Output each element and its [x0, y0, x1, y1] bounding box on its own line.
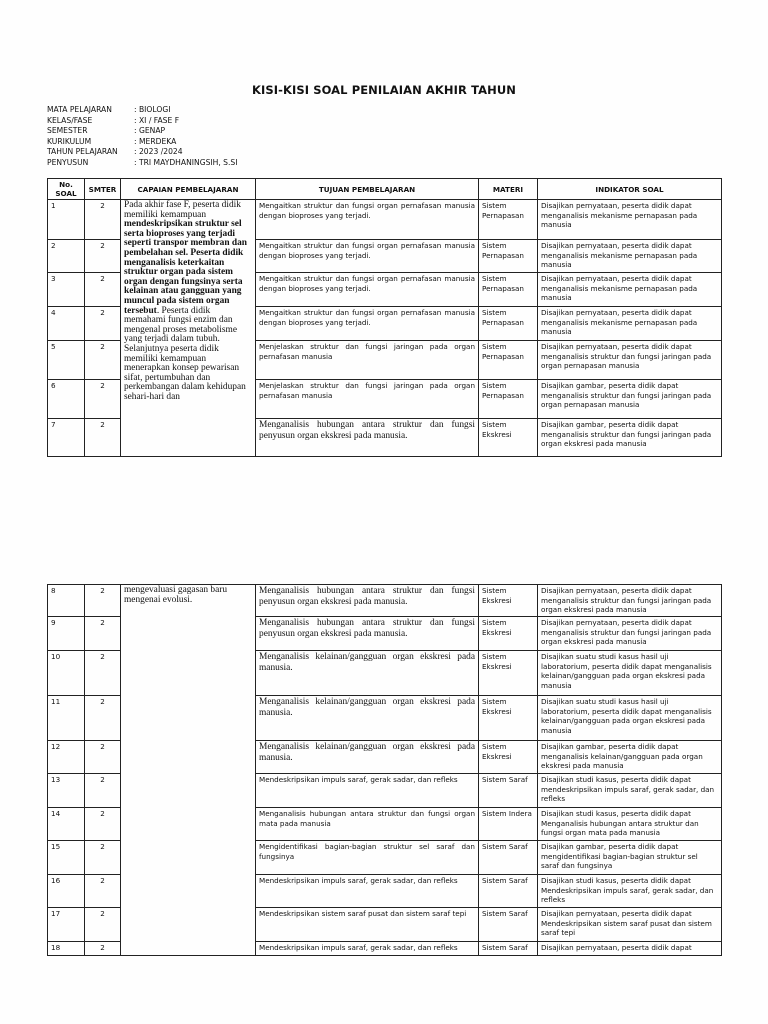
- meta-value: : TRI MAYDHANINGSIH, S.SI: [134, 157, 238, 167]
- cell-materi: Sistem Pernapasan: [479, 200, 538, 240]
- cell-materi: Sistem Saraf: [479, 875, 538, 908]
- meta-row: [47, 147, 237, 158]
- cell-tujuan-pembelajaran: Mendeskripsikan impuls saraf, gerak sadar, dan refleks: [256, 942, 479, 956]
- cp-text-continued: mengevaluasi gagasan baru mengenai evolusi.: [124, 585, 228, 605]
- cell-materi: Sistem Saraf: [479, 942, 538, 956]
- meta-row: [47, 126, 237, 137]
- cell-indikator-soal: Disajikan suatu studi kasus hasil uji laboratorium, peserta didik dapat menganalisis kelainan/gangguan pada organ ekskresi pada manusia: [538, 651, 722, 696]
- cell-tujuan-pembelajaran: Mengaitkan struktur dan fungsi organ pernafasan manusia dengan bioproses yang terjadi.: [256, 273, 479, 307]
- cell-smter: 2: [85, 200, 121, 240]
- cell-no-soal: 18: [48, 942, 85, 956]
- cell-smter: 2: [85, 942, 121, 956]
- meta-key: SEMESTER: [47, 126, 88, 136]
- cell-no-soal: 6: [48, 380, 85, 419]
- meta-key: PENYUSUN: [47, 157, 89, 167]
- cell-indikator-soal: Disajikan studi kasus, peserta didik dapat mendeskripsikan impuls saraf, gerak sadar, dan refleks: [538, 774, 722, 808]
- cell-smter: 2: [85, 380, 121, 419]
- meta-row: [47, 137, 237, 148]
- cell-no-soal: 7: [48, 419, 85, 457]
- cp-text-rest: . Peserta didik memahami fungsi enzim dan mengenal proses metabolisme yang terjadi dalam tubuh. Selanjutnya peserta didik memiliki kemampuan menerapkan konsep pewarisan sifat, pertumbuhan dan perkembangan dalam kehidupan sehari-hari dan: [124, 305, 246, 402]
- cell-no-soal: 17: [48, 908, 85, 942]
- cell-capaian-pembelajaran: [121, 200, 256, 457]
- cell-indikator-soal: Disajikan pernyataan, peserta didik dapat menganalisis mekanisme pernapasan pada manusia: [538, 200, 722, 240]
- cell-materi: Sistem Ekskresi: [479, 617, 538, 651]
- header-no-soal: No. SOAL: [48, 179, 85, 200]
- cell-tujuan-pembelajaran: Menjelaskan struktur dan fungsi jaringan pada organ pernafasan manusia: [256, 380, 479, 419]
- cell-tujuan-pembelajaran: Mendeskripsikan sistem saraf pusat dan sistem saraf tepi: [256, 908, 479, 942]
- cell-no-soal: 10: [48, 651, 85, 696]
- header-indikator-soal: INDIKATOR SOAL: [538, 179, 722, 200]
- table-row: [48, 585, 722, 617]
- cell-smter: 2: [85, 585, 121, 617]
- cell-indikator-soal: Disajikan gambar, peserta didik dapat menganalisis struktur dan fungsi jaringan pada organ pernapasan manusia: [538, 380, 722, 419]
- cell-materi: Sistem Pernapasan: [479, 341, 538, 380]
- cell-materi: Sistem Saraf: [479, 908, 538, 942]
- meta-row: [47, 105, 237, 116]
- cell-materi: Sistem Pernapasan: [479, 240, 538, 273]
- cell-tujuan-pembelajaran: Menganalisis hubungan antara struktur dan fungsi penyusun organ ekskresi pada manusia.: [256, 617, 479, 651]
- cell-indikator-soal: Disajikan pernyataan, peserta didik dapat: [538, 942, 722, 956]
- cell-indikator-soal: Disajikan suatu studi kasus hasil uji laboratorium, peserta didik dapat menganalisis kelainan/gangguan pada organ ekskresi pada manusia: [538, 696, 722, 741]
- document-meta: [47, 105, 237, 169]
- cell-indikator-soal: Disajikan pernyataan, peserta didik dapat menganalisis mekanisme pernapasan pada manusia: [538, 273, 722, 307]
- cell-materi: Sistem Ekskresi: [479, 696, 538, 741]
- cell-no-soal: 9: [48, 617, 85, 651]
- meta-value: : XI / FASE F: [134, 115, 180, 125]
- cell-no-soal: 12: [48, 741, 85, 774]
- cell-materi: Sistem Ekskresi: [479, 741, 538, 774]
- cell-tujuan-pembelajaran: Menganalisis kelainan/gangguan organ ekskresi pada manusia.: [256, 741, 479, 774]
- cell-indikator-soal: Disajikan pernyataan, peserta didik dapat menganalisis mekanisme pernapasan pada manusia: [538, 240, 722, 273]
- cell-no-soal: 13: [48, 774, 85, 808]
- cell-materi: Sistem Pernapasan: [479, 380, 538, 419]
- meta-value: : GENAP: [134, 126, 166, 136]
- cell-capaian-pembelajaran: [121, 585, 256, 956]
- cell-smter: 2: [85, 240, 121, 273]
- cell-smter: 2: [85, 808, 121, 841]
- cp-text-intro: Pada akhir fase F, peserta didik memiliki kemampuan: [124, 200, 241, 220]
- cell-no-soal: 11: [48, 696, 85, 741]
- meta-key: TAHUN PELAJARAN: [47, 147, 118, 157]
- header-capaian-pembelajaran: CAPAIAN PEMBELAJARAN: [121, 179, 256, 200]
- meta-value: : BIOLOGI: [134, 105, 171, 114]
- cell-materi: Sistem Pernapasan: [479, 273, 538, 307]
- cell-tujuan-pembelajaran: Menjelaskan struktur dan fungsi jaringan pada organ pernafasan manusia: [256, 341, 479, 380]
- cell-indikator-soal: Disajikan gambar, peserta didik dapat menganalisis kelainan/gangguan pada organ ekskresi pada manusia: [538, 741, 722, 774]
- meta-key: MATA PELAJARAN: [47, 105, 112, 114]
- cell-tujuan-pembelajaran: Mengaitkan struktur dan fungsi organ pernafasan manusia dengan bioproses yang terjadi.: [256, 307, 479, 341]
- kisi-kisi-table-page-2: [47, 584, 722, 956]
- cell-materi: Sistem Saraf: [479, 841, 538, 875]
- meta-key: KELAS/FASE: [47, 115, 93, 125]
- cell-tujuan-pembelajaran: Menganalisis kelainan/gangguan organ ekskresi pada manusia.: [256, 651, 479, 696]
- cell-smter: 2: [85, 617, 121, 651]
- cell-indikator-soal: Disajikan gambar, peserta didik dapat menganalisis struktur dan fungsi jaringan pada organ ekskresi pada manusia: [538, 419, 722, 457]
- cell-tujuan-pembelajaran: Mengidentifikasi bagian-bagian struktur sel saraf dan fungsinya: [256, 841, 479, 875]
- cell-materi: Sistem Ekskresi: [479, 585, 538, 617]
- cell-materi: Sistem Saraf: [479, 774, 538, 808]
- cell-indikator-soal: Disajikan pernyataan, peserta didik dapat Mendeskripsikan sistem saraf pusat dan sistem saraf tepi: [538, 908, 722, 942]
- header-smter: SMTER: [85, 179, 121, 200]
- cell-tujuan-pembelajaran: Mendeskripsikan impuls saraf, gerak sadar, dan refleks: [256, 774, 479, 808]
- cell-smter: 2: [85, 651, 121, 696]
- cell-tujuan-pembelajaran: Menganalisis kelainan/gangguan organ ekskresi pada manusia.: [256, 696, 479, 741]
- cell-tujuan-pembelajaran: Mengaitkan struktur dan fungsi organ pernafasan manusia dengan bioproses yang terjadi.: [256, 200, 479, 240]
- cell-smter: 2: [85, 273, 121, 307]
- cell-indikator-soal: Disajikan pernyataan, peserta didik dapat menganalisis struktur dan fungsi jaringan pada organ ekskresi pada manusia: [538, 585, 722, 617]
- cell-no-soal: 2: [48, 240, 85, 273]
- cell-no-soal: 14: [48, 808, 85, 841]
- cell-smter: 2: [85, 696, 121, 741]
- cell-smter: 2: [85, 419, 121, 457]
- header-tujuan-pembelajaran: TUJUAN PEMBELAJARAN: [256, 179, 479, 200]
- cell-indikator-soal: Disajikan studi kasus, peserta didik dapat Mendeskripsikan impuls saraf, gerak sadar, dan refleks: [538, 875, 722, 908]
- header-materi: MATERI: [479, 179, 538, 200]
- meta-row: [47, 158, 237, 169]
- kisi-kisi-table-page-1: [47, 178, 722, 457]
- document-title: KISI-KISI SOAL PENILAIAN AKHIR TAHUN: [251, 83, 517, 97]
- cell-tujuan-pembelajaran: Menganalisis hubungan antara struktur dan fungsi penyusun organ ekskresi pada manusia.: [256, 419, 479, 457]
- cp-text-emphasis: mendeskripsikan struktur sel serta bioproses yang terjadi seperti transpor membran dan pembelahan sel. Peserta didik menganalisis keterkaitan struktur organ pada sistem organ dengan fungsinya serta kelainan atau gangguan yang muncul pada sistem organ tersebut: [124, 219, 248, 316]
- cell-no-soal: 4: [48, 307, 85, 341]
- cell-materi: Sistem Ekskresi: [479, 651, 538, 696]
- cell-tujuan-pembelajaran: Menganalisis hubungan antara struktur dan fungsi organ mata pada manusia: [256, 808, 479, 841]
- cell-materi: Sistem Ekskresi: [479, 419, 538, 457]
- cell-no-soal: 8: [48, 585, 85, 617]
- cell-indikator-soal: Disajikan studi kasus, peserta didik dapat Menganalisis hubungan antara struktur dan fungsi organ mata pada manusia: [538, 808, 722, 841]
- cell-smter: 2: [85, 908, 121, 942]
- cell-indikator-soal: Disajikan pernyataan, peserta didik dapat menganalisis struktur dan fungsi jaringan pada organ pernapasan manusia: [538, 341, 722, 380]
- cell-materi: Sistem Pernapasan: [479, 307, 538, 341]
- meta-row: [47, 116, 237, 127]
- cell-indikator-soal: Disajikan pernyataan, peserta didik dapat menganalisis struktur dan fungsi jaringan pada organ ekskresi pada manusia: [538, 617, 722, 651]
- cell-tujuan-pembelajaran: Menganalisis hubungan antara struktur dan fungsi penyusun organ ekskresi pada manusia.: [256, 585, 479, 617]
- cell-tujuan-pembelajaran: Mengaitkan struktur dan fungsi organ pernafasan manusia dengan bioproses yang terjadi.: [256, 240, 479, 273]
- cell-tujuan-pembelajaran: Mendeskripsikan impuls saraf, gerak sadar, dan refleks: [256, 875, 479, 908]
- cell-smter: 2: [85, 841, 121, 875]
- cell-no-soal: 1: [48, 200, 85, 240]
- cell-no-soal: 3: [48, 273, 85, 307]
- cell-materi: Sistem Indera: [479, 808, 538, 841]
- meta-key: KURIKULUM: [47, 136, 92, 146]
- table-row: [48, 200, 722, 240]
- cell-no-soal: 15: [48, 841, 85, 875]
- cell-smter: 2: [85, 774, 121, 808]
- cell-no-soal: 16: [48, 875, 85, 908]
- cell-indikator-soal: Disajikan gambar, peserta didik dapat mengidentifikasi bagian-bagian struktur sel saraf dan fungsinya: [538, 841, 722, 875]
- meta-value: : 2023 /2024: [134, 147, 183, 157]
- cell-smter: 2: [85, 341, 121, 380]
- cell-smter: 2: [85, 875, 121, 908]
- cell-smter: 2: [85, 307, 121, 341]
- cell-smter: 2: [85, 741, 121, 774]
- cell-indikator-soal: Disajikan pernyataan, peserta didik dapat menganalisis mekanisme pernapasan pada manusia: [538, 307, 722, 341]
- cell-no-soal: 5: [48, 341, 85, 380]
- meta-value: : MERDEKA: [134, 136, 177, 146]
